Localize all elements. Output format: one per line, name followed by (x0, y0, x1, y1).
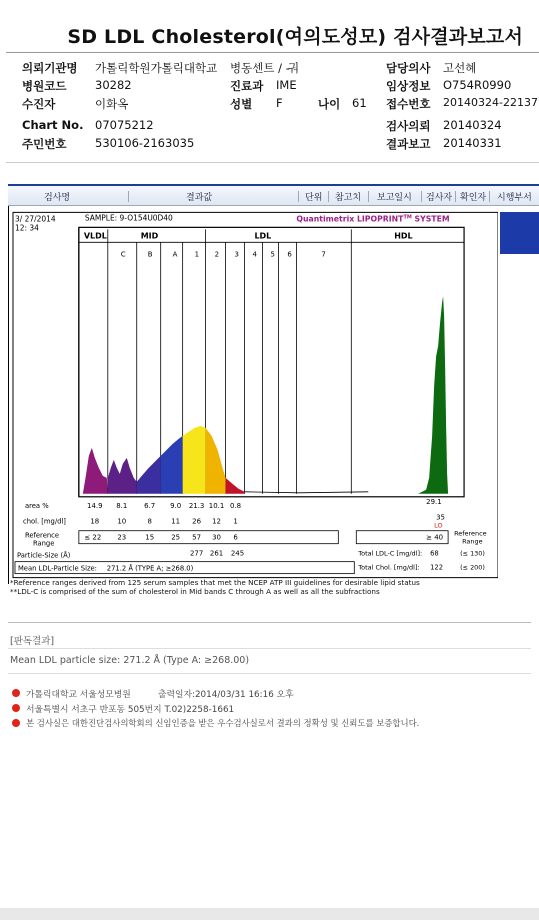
hospital-code-value: 30282 (95, 78, 132, 92)
dept-label: 진료과 (230, 79, 264, 93)
total-ldl-ref: (≤ 130) (460, 549, 485, 558)
ref-value: ≤ 22 (84, 533, 102, 542)
tab-reference[interactable]: 참고치 (335, 193, 362, 203)
ward-value: 궈 (288, 61, 300, 75)
tab-confirmer[interactable]: 확인자 (460, 193, 487, 203)
request-value: 20140324 (443, 118, 502, 132)
report-title: SD LDL Cholesterol(여의도성모) 검사결과보고서 (67, 26, 523, 48)
report-frame (13, 212, 498, 577)
hdl-ref-value: ≥ 40 (426, 533, 444, 542)
brand-logo: Quantimetrix LIPOPRINT™ SYSTEM (296, 214, 450, 224)
hdl-flag: LO (434, 521, 443, 530)
band-label-mid: MID (140, 231, 159, 241)
ref-value: 15 (145, 533, 155, 542)
chol-value: 10 (117, 517, 127, 526)
tab-divider (368, 191, 369, 202)
trace-ldl-1 (183, 426, 206, 494)
bullet-icon (12, 689, 20, 697)
area-value: 0.8 (229, 501, 242, 510)
institution-value: 가톨릭학원가톨릭대학교 (95, 61, 218, 75)
tab-result[interactable]: 결과값 (186, 193, 213, 203)
report-date: 3/ 27/2014 (14, 214, 56, 224)
blue-side-block (500, 212, 539, 254)
tab-divider (298, 191, 299, 202)
particle-value: 277 (189, 549, 204, 558)
trace-hdl (418, 296, 448, 494)
result-table-header (8, 184, 539, 206)
total-chol-label: Total Chol. [mg/dl]: (358, 563, 420, 572)
chol-value: 1 (233, 517, 238, 526)
footer-printed: 출력일자:2014/03/31 16:16 오후 (158, 690, 294, 700)
result-label: 결과보고 (386, 137, 431, 151)
area-values (87, 502, 241, 510)
section-divider (8, 648, 531, 649)
clinical-value: O754R0990 (443, 78, 512, 92)
mean-size-value: 271.2 Å (TYPE A; ≥268.0) (106, 564, 194, 573)
total-ldl-value: 68 (430, 549, 439, 558)
footnote-1: *Reference ranges derived from 125 serum samples that met the NCEP ATP III guidelines for desirable lipid status (10, 578, 420, 587)
trace-baseline (245, 492, 369, 493)
age-value: 61 (352, 96, 367, 110)
ref-value: 6 (233, 533, 238, 542)
band-dividers (108, 229, 352, 493)
ref-label-2: Range (32, 539, 55, 548)
hospital-code-label: 병원코드 (22, 79, 67, 93)
judgement-heading: [판독결과] (10, 636, 55, 647)
area-value: 9.0 (170, 501, 182, 510)
dept-value: IME (276, 78, 297, 92)
request-label: 검사의뢰 (386, 119, 431, 133)
ref-value: 23 (117, 533, 127, 542)
trace-mid-b (137, 456, 161, 494)
tab-divider (421, 191, 422, 202)
judgement-text: Mean LDL particle size: 271.2 Å (Type A: ≥268.00) (10, 655, 250, 666)
ref-value: 25 (171, 533, 181, 542)
particle-value: 245 (230, 549, 245, 558)
institution-label: 의뢰기관명 (22, 61, 78, 75)
ref-values (84, 534, 237, 542)
lipoprint-trace (83, 296, 448, 494)
tab-tester[interactable]: 검사자 (426, 193, 453, 203)
doctor-value: 고선혜 (443, 61, 477, 75)
sub-band-label: 6 (287, 250, 292, 259)
footer-org: 가톨릭대학교 서울성모병원 (26, 690, 131, 700)
sub-band-label: 4 (252, 250, 257, 259)
sub-band-label: 1 (194, 250, 200, 259)
area-label: area % (24, 501, 49, 510)
hdl-area-value: 29.1 (426, 497, 442, 506)
doctor-label: 담당의사 (386, 61, 431, 75)
header-top-divider (6, 52, 539, 53)
sub-band-label: 3 (234, 250, 239, 259)
sample-id: SAMPLE: 9-O154U0D40 (84, 213, 173, 223)
trace-mid-a (161, 436, 183, 494)
lipoprint-report (8, 206, 498, 584)
ref-label-1: Reference (24, 531, 60, 540)
chol-value: 26 (192, 517, 202, 526)
sub-band-label: 7 (321, 250, 326, 259)
band-label-hdl: HDL (394, 231, 413, 241)
sub-band-label: 2 (214, 250, 220, 259)
area-value: 14.9 (87, 501, 103, 510)
footer-cert: 본 검사실은 대한진단검사의학회의 신임인증을 받은 우수검사실로서 결과의 정확성 및 신뢰도를 보증합니다. (26, 718, 420, 728)
chart-label: Chart No. (22, 118, 84, 132)
area-value: 21.3 (188, 501, 205, 510)
ref-value: 57 (192, 533, 202, 542)
chol-value: 8 (147, 517, 152, 526)
bullet-icon (12, 704, 20, 712)
area-value: 10.1 (208, 501, 225, 510)
tab-divider (128, 191, 129, 202)
report-time: 12: 34 (14, 223, 39, 233)
sub-band-label: C (120, 250, 126, 259)
tab-test-name[interactable]: 검사명 (44, 193, 71, 203)
tab-report-date[interactable]: 보고일시 (377, 193, 412, 203)
result-value: 20140331 (443, 136, 502, 150)
bullet-icon (12, 719, 20, 727)
trace-ldl-2 (206, 428, 226, 494)
area-value: 8.1 (116, 501, 128, 510)
band-label-ldl: LDL (254, 231, 272, 241)
id-value: 530106-2163035 (95, 136, 195, 150)
chol-label: chol. [mg/dl] (22, 517, 66, 526)
footer-address: 서울특별시 서초구 반포동 505번지 T.02)2258-1661 (26, 705, 235, 715)
sub-band-label: B (147, 250, 153, 259)
ward-label: 병동센트 / - (230, 61, 290, 75)
tab-unit[interactable]: 단위 (305, 193, 323, 203)
particle-value: 261 (209, 549, 224, 558)
header-bottom-divider (6, 162, 539, 163)
ref-value: 30 (212, 533, 222, 542)
trace-ldl-3 (226, 478, 245, 494)
bottom-band (0, 908, 539, 920)
chol-value: 11 (171, 517, 181, 526)
trace-mid-c (108, 458, 137, 494)
particle-label: Particle-Size (Å) (16, 551, 71, 560)
clinical-label: 임상정보 (386, 79, 431, 93)
section-divider (8, 622, 531, 623)
ref-side-label-1: Reference (454, 529, 487, 538)
total-ldl-label: Total LDL-C [mg/dl]: (358, 549, 423, 558)
patient-value: 이화옥 (95, 97, 129, 111)
patient-label: 수진자 (22, 97, 56, 111)
hdl-chol-value: 35 (436, 513, 446, 522)
band-label-vldl: VLDL (83, 231, 107, 241)
area-value: 6.7 (144, 501, 156, 510)
chol-value: 12 (212, 517, 222, 526)
tab-divider (328, 191, 329, 202)
tab-divider (455, 191, 456, 202)
sex-label: 성별 (230, 97, 253, 111)
chol-value: 18 (90, 517, 100, 526)
tab-department[interactable]: 시행부서 (497, 193, 532, 203)
sex-value: F (276, 96, 283, 110)
total-chol-value: 122 (430, 563, 444, 572)
sub-band-label: 5 (270, 250, 275, 259)
chart-value: 07075212 (95, 118, 154, 132)
footnote-2: **LDL-C is comprised of the sum of cholesterol in Mid bands C through A as well as all the subfractions (10, 587, 380, 596)
total-chol-ref: (≤ 200) (460, 563, 485, 572)
age-label: 나이 (318, 97, 341, 111)
receipt-label: 접수번호 (386, 97, 431, 111)
trace-vldl (83, 448, 108, 494)
section-divider (8, 673, 531, 674)
particle-values (190, 550, 244, 558)
sub-band-label: A (172, 250, 178, 259)
receipt-value: 20140324-22137 (443, 96, 538, 109)
tab-divider (489, 191, 490, 202)
id-label: 주민번호 (22, 137, 67, 151)
chol-values (90, 518, 237, 526)
mean-size-label: Mean LDL-Particle Size: (17, 564, 97, 573)
ref-side-label-2: Range (462, 537, 483, 546)
